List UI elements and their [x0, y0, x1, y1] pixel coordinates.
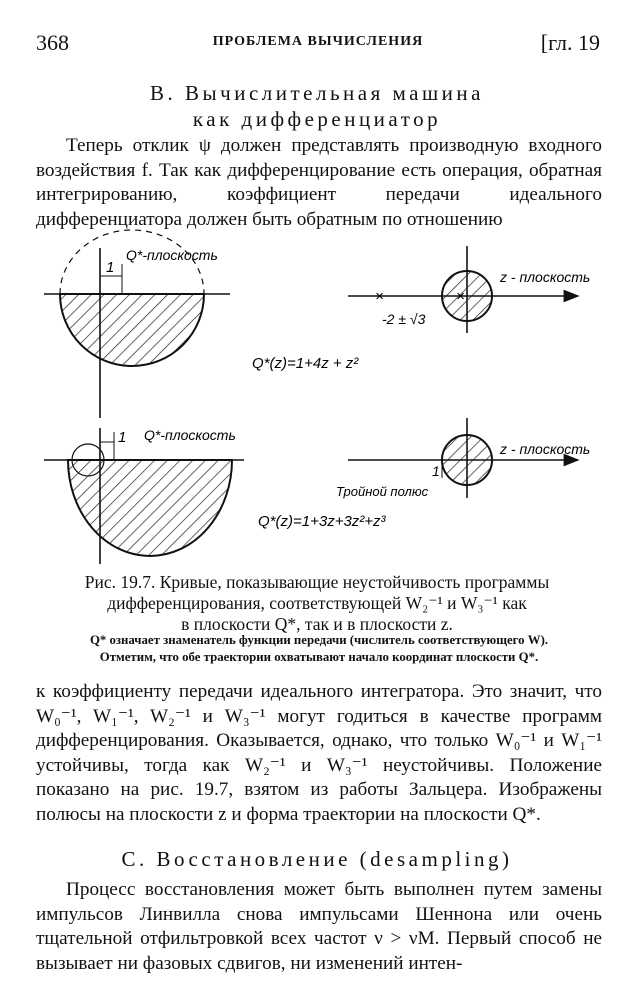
bottom-formula: Q*(z)=1+3z+3z²+z³ — [258, 513, 386, 530]
figure-caption-note: Q* означает знаменатель функции передачи (числитель соответствующего W). Отметим, что обе траектории охватывают начало координат плоскости Q*. — [89, 633, 549, 664]
paragraph-2: к коэффициенту передачи идеального интегратора. Это значит, что W₀⁻¹, W₁⁻¹, W₂⁻¹ и W₃⁻¹ могут годиться в качестве программ дифференцирования. Оказывается, однако, что только W₀⁻¹ и W₁⁻¹ устойчивы, тогда как W₂⁻¹ и W₃⁻¹ неустойчивы. Положение показано на рис. 19.7, взятом из работы Зальцера. Изображены полюсы на плоскости z и форма траектории на плоскости Q*. — [36, 681, 602, 825]
top-left-qplane-plot — [44, 230, 230, 418]
figure-19-7 — [30, 228, 604, 568]
bottom-left-label: Q*-плоскость — [144, 427, 236, 443]
bottom-left-qplane-plot — [44, 427, 244, 564]
bottom-right-zplane-plot — [258, 418, 590, 530]
top-right-label: z - плоскость — [500, 269, 591, 285]
figure-caption: Рис. 19.7. Кривые, показывающие неустойчивость программы дифференцирования, соответствующей W₂⁻¹ и W₃⁻¹ как в плоскости Q*, так и в плоскости z. — [84, 572, 550, 634]
top-right-zplane-plot — [252, 246, 590, 372]
bottom-right-dim: 1 — [432, 463, 440, 479]
top-left-label: Q*-плоскость — [126, 247, 218, 263]
paragraph-3: Процесс восстановления может быть выполнен путем замены импульсов Линвилла снова импульсами Шеннона или очень тщательной отфильтровкой всех частот ν > νM. Первый способ не вызывает ни фазовых сдвигов, ни изменений интен- — [36, 879, 602, 974]
bottom-left-dim: 1 — [118, 429, 127, 446]
top-left-dim: 1 — [106, 259, 115, 276]
section-c-title: C. Восстановление (desampling) — [121, 847, 513, 871]
paragraph-1: Теперь отклик ψ должен представлять производную входного воздействия f. Так как дифференцирование есть операция, обратная интегрированию, коэффициент передачи идеального дифференциатора должен быть обратным по отношению — [36, 135, 602, 230]
top-right-point: -2 ± √3 — [382, 311, 426, 327]
page-header — [36, 30, 600, 56]
pole-cross: × — [375, 288, 384, 305]
top-formula: Q*(z)=1+4z + z² — [252, 355, 359, 372]
chapter-ref: [гл. 19 — [540, 30, 600, 55]
page-number: 368 — [36, 30, 69, 55]
bottom-right-pole: Тройной полюс — [336, 484, 429, 499]
section-b-title: B. Вычислительная машина как дифференциатор — [150, 81, 484, 131]
running-title: ПРОБЛЕМА ВЫЧИСЛЕНИЯ — [212, 34, 424, 49]
bottom-right-label: z - плоскость — [500, 441, 591, 457]
pole-cross: × — [456, 288, 465, 305]
